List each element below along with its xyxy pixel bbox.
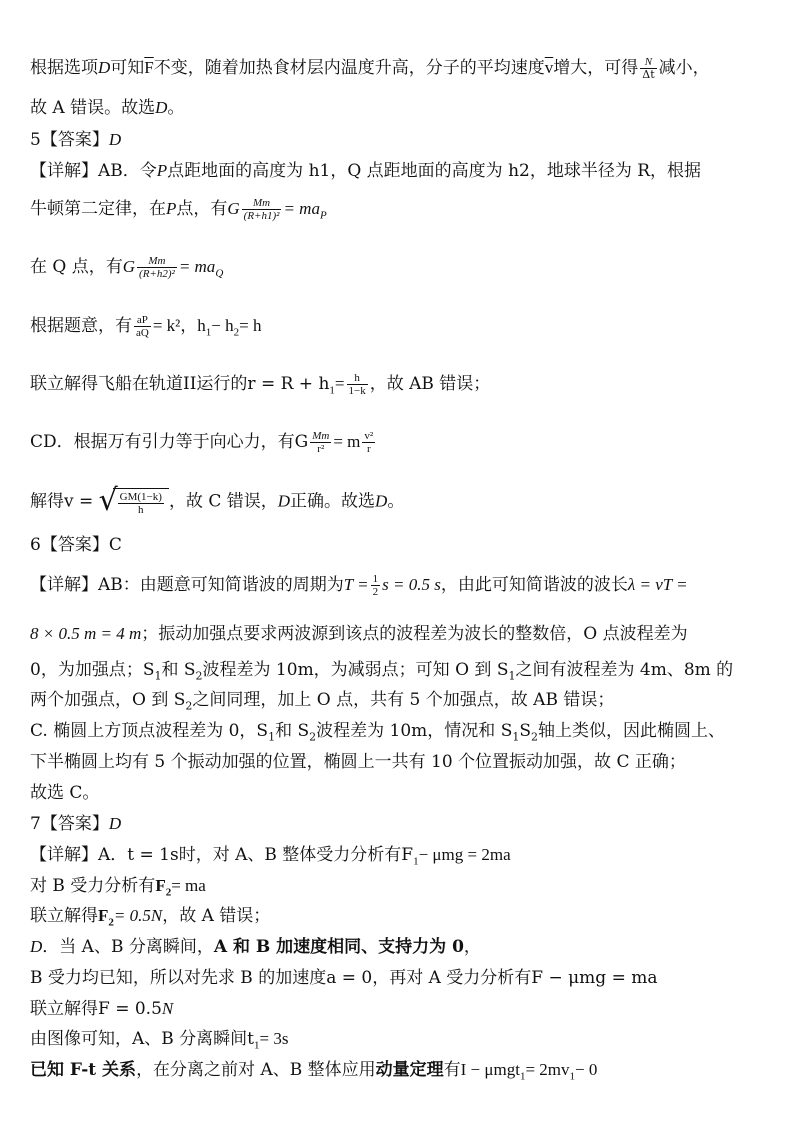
- fraction: $\frac{Mm}{\text{r²}}$: [312, 430, 330, 456]
- text-line-10: 解得v = √ $\frac{GM(1-k)}{h}$ ，故 C 错误，D正确。故选D。: [30, 483, 405, 518]
- text-line-26: 由图像可知，A、B 分离瞬间$t_1= 3s$: [30, 1029, 289, 1052]
- text-line-27: 已知 F-t 关系，在分离之前对 A、B 整体应用动量定理有$I - \mu mgt_1= 2mv_1- 0$: [30, 1060, 598, 1083]
- fraction: $\frac{h}{1-k}$: [348, 372, 366, 398]
- answer-heading-5: 5【答案】D: [30, 130, 122, 150]
- fraction: $\frac{N}{\Delta t}$: [642, 56, 655, 82]
- text-line-22: 联立解得$F_2= 0.5N$，故 A 错误；: [30, 906, 271, 929]
- text-line-15: 两个加强点，O 到 $S_2$之间同理，加上 O 点，共有 5 个加强点，故 AB 错误；: [30, 690, 615, 713]
- answer-heading-7: 7【答案】D: [30, 814, 122, 834]
- text-line-9: CD．根据万有引力等于向心力，有G $\frac{Mm}{\text{r²}}$ = m $\frac{\text{v²}}{r}$: [30, 430, 374, 456]
- text-line-4: 【详解】AB．令P点距地面的高度为 h1，Q 点距地面的高度为 h2，地球半径为 R，根据: [30, 161, 702, 181]
- text-line-2: 故 A 错误。故选D。: [30, 98, 185, 118]
- text-line-8: 联立解得飞船在轨道II运行的$r = R + h_1=$ $\frac{h}{1-k}$ ，故 AB 错误；: [30, 372, 491, 398]
- fraction: $\frac{aP}{aQ}$: [136, 314, 149, 340]
- text-line-17: 下半椭圆上均有 5 个振动加强的位置，椭圆上一共有 10 个位置振动加强，故 C 正确；: [30, 752, 686, 772]
- text-line-13: 8 × 0.5 m = 4 m；振动加强点要求两波源到该点的波程差为波长的整数倍，O 点波程差为: [30, 624, 688, 644]
- text-line-18: 故选 C。: [30, 783, 100, 803]
- text-line-7: 根据题意，有 $\frac{aP}{aQ}$ = k²，$h_1- h_2= h$: [30, 314, 262, 340]
- answer-heading-6: 6【答案】C: [30, 535, 122, 555]
- fraction: $\frac{GM(1-k)}{h}$: [119, 491, 162, 517]
- fraction: $\frac{Mm}{\text{(R+h1)²}}$: [243, 197, 280, 223]
- text-line-20: 【详解】A．t = 1s时，对 A、B 整体受力分析有$F_1- \mu mg = 2ma$: [30, 845, 511, 868]
- fraction: $\frac{\text{v²}}{r}$: [364, 430, 374, 456]
- text-line-25: 联立解得F = 0.5N: [30, 999, 174, 1019]
- text-line-14: 0，为加强点；$S_1$和 $S_2$波程差为 10m，为减弱点；可知 O 到 $S_1$之间有波程差为 4m、8m 的: [30, 660, 734, 683]
- text-line-24: B 受力均已知，所以对先求 B 的加速度a = 0，再对 A 受力分析有F − μmg = ma: [30, 968, 658, 988]
- text-line-12: 【详解】AB：由题意可知简谐波的周期为T = $\frac{1}{2}$ s = 0.5 s，由此可知简谐波的波长λ = vT =: [30, 573, 688, 599]
- text-line-23: D．当 A、B 分离瞬间，A 和 B 加速度相同、支持力为 0，: [30, 937, 481, 957]
- text-line-5: 牛顿第二定律，在P点，有G $\frac{Mm}{\text{(R+h1)²}}$ = $ma_P$: [30, 197, 327, 223]
- text-line-16: C. 椭圆上方顶点波程差为 0，$S_1$和 $S_2$波程差为 10m，情况和 $S_1S_2$轴上类似，因此椭圆上、: [30, 721, 726, 744]
- text-line-6: 在 Q 点，有G $\frac{Mm}{\text{(R+h2)²}}$ = $ma_Q$: [30, 255, 224, 281]
- text-line-1: 根据选项D可知$\overline{F}$不变，随着加热食材层内温度升高，分子的平均速度$\overline{v}$增大，可得 $\frac{N}{\Delta t}$ 减小，: [30, 56, 710, 82]
- fraction: $\frac{Mm}{\text{(R+h2)²}}$: [139, 255, 175, 281]
- text-line-21: 对 B 受力分析有$F_2=$ ma: [30, 876, 206, 899]
- fraction: $\frac{1}{2}$: [372, 573, 379, 599]
- square-root: √ $\frac{GM(1-k)}{h}$: [99, 488, 169, 516]
